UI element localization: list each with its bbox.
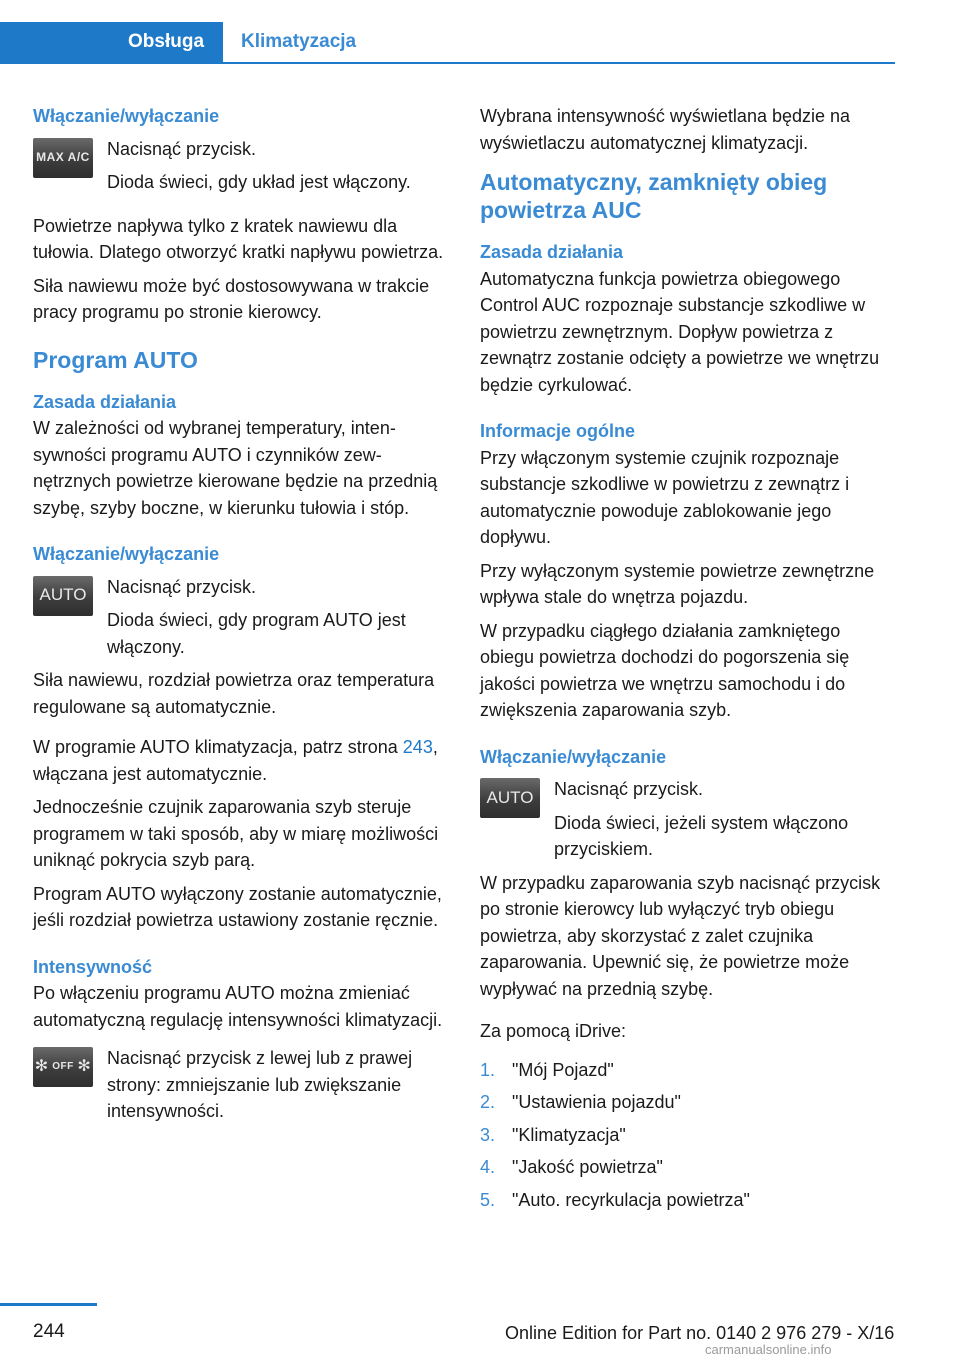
step-text: "Ustawienia pojazdu" — [512, 1092, 681, 1112]
step-text: "Klimatyzacja" — [512, 1124, 626, 1145]
paragraph — [33, 734, 448, 787]
button-row-auto — [33, 574, 448, 668]
step-number: 4. — [480, 1157, 496, 1177]
right-column — [480, 103, 895, 1219]
max-ac-button-icon: MAX A/C — [33, 138, 93, 178]
section-title-general: Informacje ogólne — [480, 421, 636, 441]
step-text: "Auto. recyrkulacja powietrza" — [512, 1189, 750, 1210]
footer-accent-line — [0, 1303, 97, 1306]
auto-button-icon: AUTO — [33, 576, 93, 616]
heading-program-auto: Program AUTO — [33, 346, 198, 373]
instruction: Nacisnąć przycisk z lewej lub z prawej strony: zmniejszanie lub zwiększanie intensywności. — [107, 1048, 413, 1121]
instruction: Nacisnąć przycisk. — [107, 138, 257, 159]
list-item — [480, 1154, 895, 1181]
step-number: 1. — [480, 1059, 496, 1080]
list-item — [480, 1122, 895, 1149]
paragraph: Powietrze napływa tylko z kratek nawiewu dla tułowia. Dlatego otworzyć kratki napływu powietrza. — [33, 215, 444, 262]
section-title-on-off: Włączanie/wyłączanie — [33, 106, 220, 126]
instruction: Dioda świeci, jeżeli system włączono przyciskiem. — [554, 812, 849, 859]
paragraph: Jednocześnie czujnik zaparowania szyb steruje programem w taki sposób, aby w miarę możliwości uniknąć pokrycia szyb parą. — [33, 797, 439, 870]
fan-icon: ✻ — [77, 1057, 92, 1075]
tab-klimatyzacja[interactable]: Klimatyzacja — [241, 31, 357, 52]
heading-auc: Automatyczny, zamknięty obieg powietrza AUC — [480, 169, 828, 223]
paragraph: Program AUTO wyłączony zostanie automatycznie, jeśli rozdział powietrza ustawiony zostanie ręcznie. — [33, 883, 442, 930]
tab-obsluga-label: Obsługa — [128, 31, 205, 52]
paragraph: Za pomocą iDrive: — [480, 1021, 627, 1041]
header-tabs — [0, 22, 895, 64]
paragraph: Wybrana intensywność wyświetlana będzie na wyświetlaczu automatycznej klimatyzacji. — [480, 106, 851, 153]
page-number: 244 — [33, 1321, 65, 1342]
left-column — [33, 103, 448, 1132]
paragraph: W przypadku ciągłego działania zamkniętego obiegu powietrza dochodzi do pogorszenia się jakości powietrza we wnętrzu samochodu i do zwiększenia zaparowania szyb. — [480, 620, 850, 720]
list-item — [480, 1187, 895, 1214]
text: W programie AUTO klimatyzacja, patrz strona — [33, 737, 403, 757]
button-row-auc — [480, 776, 895, 870]
step-number: 5. — [480, 1189, 496, 1210]
instruction: Dioda świeci, gdy układ jest włączony. — [107, 172, 411, 192]
paragraph: W przypadku zaparowania szyb nacisnąć przycisk po stronie kierowcy lub wyłączyć tryb obiegu powietrza, aby skorzystać z zalet czujnika zaparowania. Upewnić się, że powietrze może wypływać na przednią szybę. — [480, 872, 881, 999]
step-text: "Jakość powietrza" — [512, 1157, 663, 1177]
instruction: Nacisnąć przycisk. — [554, 779, 704, 799]
paragraph: Po włączeniu programu AUTO można zmieniać automatyczną regulację intensywności klimatyzacji. — [33, 983, 443, 1030]
section-title-on-off: Włączanie/wyłączanie — [480, 746, 667, 767]
page-link[interactable]: 243 — [402, 737, 433, 757]
section-title-principle: Zasada działania — [33, 391, 177, 412]
paragraph: Siła nawiewu może być dostosowywana w trakcie pracy programu po stronie kierowcy. — [33, 275, 430, 322]
paragraph: Siła nawiewu, rozdział powietrza oraz temperatura regulowane są automatycznie. — [33, 670, 435, 717]
auto-button-icon: AUTO — [480, 778, 540, 818]
button-row-maxac — [33, 136, 448, 203]
step-number: 2. — [480, 1092, 496, 1112]
section-title-principle: Zasada działania — [480, 242, 624, 262]
section-title-intensity: Intensywność — [33, 956, 153, 977]
step-text: "Mój Pojazd" — [512, 1059, 614, 1080]
paragraph: Przy włączonym systemie czujnik rozpoznaje substancje szkodliwe w powietrzu z zewnątrz i automatycznie powoduje zablokowanie jego dopływu. — [480, 447, 850, 547]
tab-obsluga[interactable] — [0, 22, 223, 62]
off-label: OFF — [52, 1060, 74, 1072]
paragraph: W zależności od wybranej temperatury, intensywności programu AUTO i czynników zewnętrznych powietrze kierowane będzie na przednią szybę, szyby boczne, w kierunku tułowia i stóp. — [33, 418, 438, 518]
watermark: carmanualsonline.info — [705, 1342, 832, 1357]
fan-intensity-button-icon — [33, 1047, 93, 1087]
paragraph: Automatyczna funkcja powietrza obiegowego Control AUC rozpoznaje substancje szkodliwe w powietrzu zewnętrznym. Dopływ powietrza z zewnątrz zostanie odcięty a powietrze we wnętrzu będzie cyrkulować. — [480, 268, 880, 395]
text: , włączana jest automatycznie. — [33, 737, 438, 784]
idrive-steps — [480, 1057, 895, 1214]
paragraph: Przy wyłączonym systemie powietrze zewnętrzne wpływa stale do wnętrza pojazdu. — [480, 560, 875, 607]
list-item — [480, 1057, 895, 1084]
list-item — [480, 1089, 895, 1116]
instruction: Nacisnąć przycisk. — [107, 576, 257, 597]
step-number: 3. — [480, 1124, 496, 1145]
fan-icon: ✻ — [34, 1057, 49, 1075]
button-row-intensity — [33, 1045, 448, 1132]
edition-note: Online Edition for Part no. 0140 2 976 279 - X/16 — [505, 1323, 895, 1343]
instruction: Dioda świeci, gdy program AUTO jest włączony. — [107, 610, 406, 657]
section-title-on-off: Włączanie/wyłączanie — [33, 544, 220, 564]
